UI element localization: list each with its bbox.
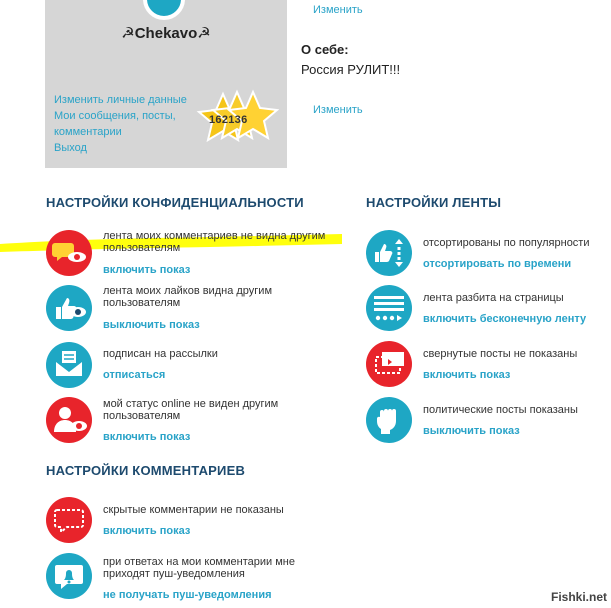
setting-text: скрытые комментарии не показаны bbox=[103, 504, 284, 516]
comments-eye-icon bbox=[46, 230, 92, 276]
setting-feed-sort bbox=[366, 230, 611, 276]
edit-personal-data-link[interactable]: Изменить личные данные bbox=[54, 94, 187, 106]
setting-collapsed-posts bbox=[366, 341, 611, 387]
privacy-settings-title: НАСТРОЙКИ КОНФИДЕНЦИАЛЬНОСТИ bbox=[46, 195, 304, 210]
setting-comments-feed bbox=[46, 230, 346, 280]
setting-text-cont: приходят пуш-уведомления bbox=[103, 568, 245, 580]
hidden-comment-icon bbox=[46, 497, 92, 543]
setting-text: лента разбита на страницы bbox=[423, 292, 564, 304]
setting-text-cont: пользователям bbox=[103, 242, 181, 254]
online-status-enable-link[interactable]: включить показ bbox=[103, 431, 191, 443]
comment-settings-title: НАСТРОЙКИ КОММЕНТАРИЕВ bbox=[46, 463, 246, 478]
avatar[interactable] bbox=[143, 0, 185, 20]
sort-by-time-link[interactable]: отсортировать по времени bbox=[423, 258, 572, 270]
collapsed-posts-icon bbox=[366, 341, 412, 387]
about-text: Россия РУЛИТ!!! bbox=[301, 62, 401, 77]
feed-settings-title: НАСТРОЙКИ ЛЕНТЫ bbox=[366, 195, 502, 210]
setting-text: мой статус online не виден другим bbox=[103, 398, 279, 410]
setting-political-posts bbox=[366, 397, 611, 443]
setting-text: отсортированы по популярности bbox=[423, 237, 590, 249]
sort-popular-icon bbox=[366, 230, 412, 276]
my-comments-link[interactable]: комментарии bbox=[54, 126, 122, 138]
comments-feed-enable-link[interactable]: включить показ bbox=[103, 264, 191, 276]
unsubscribe-link[interactable]: отписаться bbox=[103, 369, 166, 381]
username: ☭Chekavo☭ bbox=[121, 25, 211, 42]
push-bell-icon bbox=[46, 553, 92, 599]
rating-value: 162136 bbox=[209, 114, 248, 126]
setting-text: политические посты показаны bbox=[423, 404, 578, 416]
setting-text-cont: пользователям bbox=[103, 297, 181, 309]
setting-text: свернутые посты не показаны bbox=[423, 348, 578, 360]
fist-icon bbox=[366, 397, 412, 443]
likes-feed-disable-link[interactable]: выключить показ bbox=[103, 319, 200, 331]
setting-push-notifications bbox=[46, 553, 346, 603]
hidden-comments-enable-link[interactable]: включить показ bbox=[103, 525, 191, 537]
profile-card bbox=[45, 0, 287, 168]
setting-feed-pagination bbox=[366, 285, 611, 331]
setting-hidden-comments bbox=[46, 497, 346, 543]
setting-newsletter bbox=[46, 342, 346, 388]
political-posts-disable-link[interactable]: выключить показ bbox=[423, 425, 520, 437]
user-eye-icon bbox=[46, 397, 92, 443]
watermark: Fishki.net bbox=[550, 590, 607, 604]
like-eye-icon bbox=[46, 285, 92, 331]
edit-profile-link[interactable]: Изменить bbox=[313, 4, 363, 16]
setting-text-cont: пользователям bbox=[103, 410, 181, 422]
rating-badge bbox=[195, 88, 279, 152]
push-disable-link[interactable]: не получать пуш-уведомления bbox=[103, 589, 272, 601]
setting-likes-feed bbox=[46, 285, 346, 335]
about-label: О себе: bbox=[301, 42, 349, 57]
my-messages-link[interactable]: Мои сообщения, посты, bbox=[54, 110, 176, 122]
infinite-feed-enable-link[interactable]: включить бесконечную ленту bbox=[423, 313, 587, 325]
mail-icon bbox=[46, 342, 92, 388]
setting-text: подписан на рассылки bbox=[103, 348, 218, 360]
logout-link[interactable]: Выход bbox=[54, 142, 87, 154]
pagination-icon bbox=[366, 285, 412, 331]
setting-text: при ответах на мои комментарии мне bbox=[103, 556, 296, 568]
collapsed-posts-enable-link[interactable]: включить показ bbox=[423, 369, 511, 381]
edit-about-link[interactable]: Изменить bbox=[313, 104, 363, 116]
setting-text: лента моих лайков видна другим bbox=[103, 285, 273, 297]
profile-links bbox=[54, 92, 194, 156]
setting-text: лента моих комментариев не видна другим bbox=[103, 230, 326, 242]
setting-online-status bbox=[46, 397, 346, 447]
